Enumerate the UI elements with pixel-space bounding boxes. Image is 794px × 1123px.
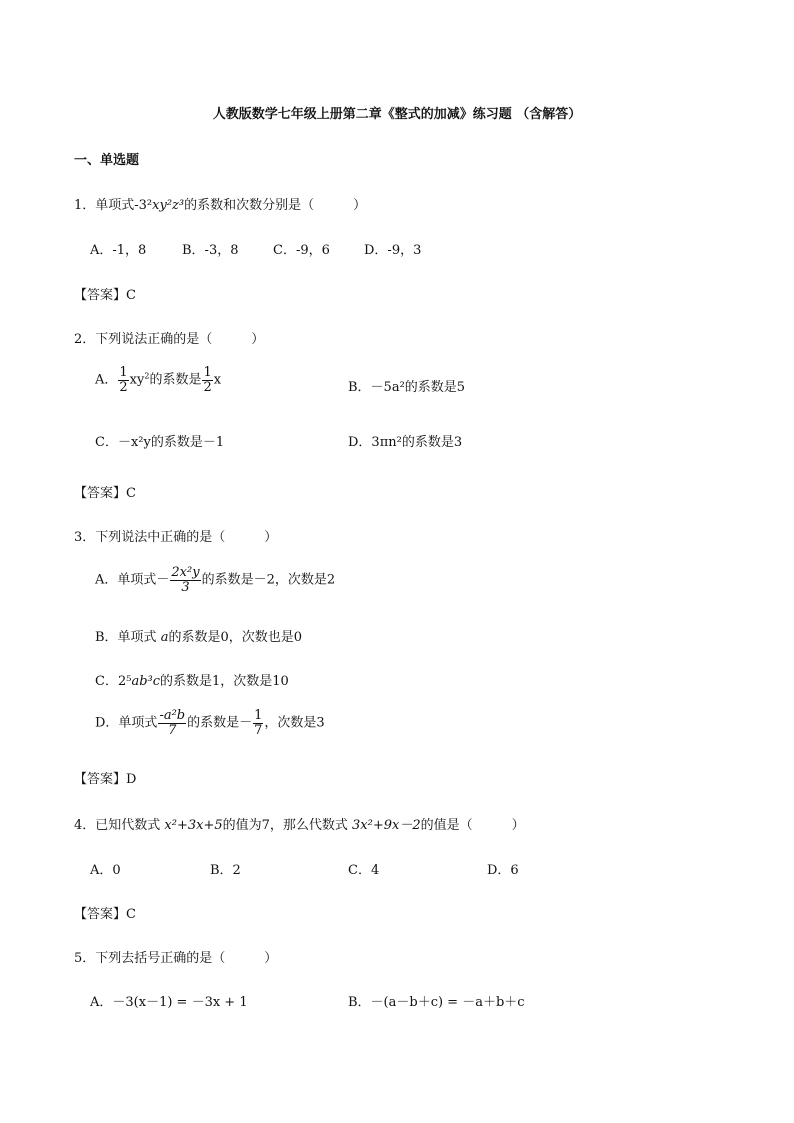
q5-option-b: B．－(a－b＋c) = －a＋b＋c bbox=[348, 995, 525, 1010]
q4-option-d: D．6 bbox=[487, 863, 519, 878]
q2-a-fraction-2: $\frac{1}{2}$ bbox=[203, 365, 212, 395]
q4-option-a: A．0 bbox=[90, 863, 121, 878]
page-title: 人教版数学七年级上册第二章《整式的加减》练习题 （含解答） bbox=[212, 107, 582, 122]
q1-option-c: C．-9，6 bbox=[273, 243, 330, 258]
q4-answer: 【答案】C bbox=[74, 907, 136, 922]
q4-option-b: B．2 bbox=[210, 863, 241, 878]
q4-expression-2: 3x²+9x－2 bbox=[352, 818, 421, 833]
q4-expression-1: x²+3x+5 bbox=[164, 818, 223, 833]
q1-option-b: B．-3，8 bbox=[182, 243, 239, 258]
question-3-stem: 3．下列说法中正确的是（ ） bbox=[74, 530, 278, 545]
q3-answer: 【答案】D bbox=[74, 772, 137, 787]
q1-option-a: A．-1，8 bbox=[90, 243, 147, 258]
q1-option-d: D．-9，3 bbox=[364, 243, 422, 258]
q2-a-fraction: $\frac{1}{2}$ bbox=[119, 365, 128, 395]
q5-option-a: A．－3(x－1) = －3x + 1 bbox=[90, 995, 248, 1010]
q2-option-d: D．3πn²的系数是3 bbox=[348, 435, 463, 450]
question-4-stem: 4．已知代数式 x²+3x+5的值为7，那么代数式 3x²+9x－2的值是（ ） bbox=[74, 818, 525, 833]
q1-stem-pre: 1．单项式-3² bbox=[74, 198, 153, 213]
q3-d-fraction: $\frac{\text{-a²b}}{7}$ bbox=[159, 708, 186, 738]
q1-monomial: xy²z³ bbox=[152, 198, 185, 213]
q3-option-b: B．单项式 a的系数是0，次数也是0 bbox=[95, 630, 302, 645]
q3-a-fraction: $\frac{\text{2x²y}}{3}$ bbox=[171, 565, 200, 595]
q1-answer: 【答案】C bbox=[74, 288, 136, 303]
q2-option-b: B．－5a²的系数是5 bbox=[348, 380, 466, 395]
q2-option-a: A． $\frac{1}{2}$ $xy^2$的系数是 $\frac{1}{2}$ x bbox=[95, 365, 222, 395]
q3-option-d: D．单项式 $\frac{\text{-a²b}}{7}$ 的系数是－ $\frac{1}{7}$ ，次数是3 bbox=[95, 708, 325, 738]
q2-answer: 【答案】C bbox=[74, 486, 136, 501]
q4-option-c: C．4 bbox=[348, 863, 380, 878]
question-5-stem: 5．下列去括号正确的是（ ） bbox=[74, 951, 278, 966]
question-1-stem bbox=[74, 194, 366, 213]
q3-option-a: A．单项式－ $\frac{\text{2x²y}}{3}$ 的系数是－2，次数是2 bbox=[95, 565, 336, 595]
q3-d-fraction-2: $\frac{1}{7}$ bbox=[254, 708, 263, 738]
q2-option-c: C．－x²y的系数是－1 bbox=[95, 435, 225, 450]
question-2-stem: 2．下列说法正确的是（ ） bbox=[74, 332, 265, 347]
section-heading: 一、单选题 bbox=[74, 153, 140, 168]
q1-stem-post: 的系数和次数分别是（ ） bbox=[184, 198, 367, 213]
q3-option-c: C．2⁵ab³c的系数是1，次数是10 bbox=[95, 674, 289, 689]
